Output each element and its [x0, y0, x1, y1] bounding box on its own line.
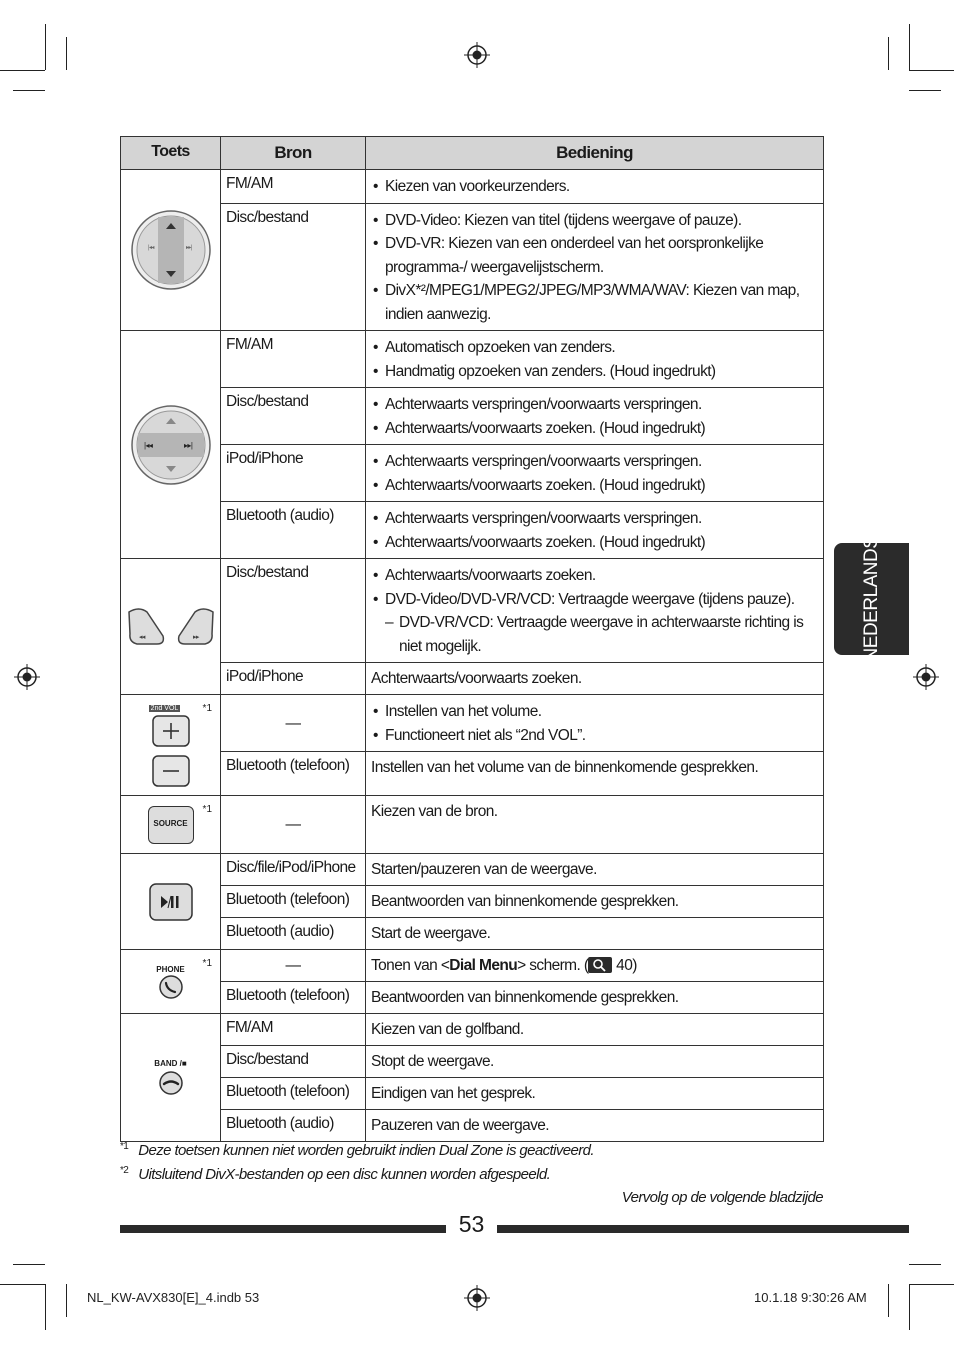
crop-mark: [909, 90, 941, 91]
operation-cell: Instellen van het volume van de binnenkomende gesprekken.: [366, 752, 824, 796]
operation-item: • Handmatig opzoeken van zenders. (Houd ingedrukt): [371, 360, 818, 384]
footnote-1: $^{*1}$ Deze toetsen kunnen niet worden gebruikt indien Dual Zone is geactiveerd.: [120, 1141, 594, 1159]
header-bron: Bron: [221, 137, 366, 170]
operation-item: • Achterwaarts verspringen/voorwaarts verspringen.: [371, 507, 818, 531]
table-row: [121, 1110, 824, 1142]
table-row: [121, 203, 824, 331]
table-row: [121, 796, 824, 854]
page-bar: [120, 1225, 446, 1233]
operation-subitem: – DVD-VR/VCD: Vertraagde weergave in achterwaarste richting is niet mogelijk.: [371, 611, 818, 658]
volume-down-button-icon: [151, 754, 191, 788]
source-cell: Bluetooth (telefoon): [221, 982, 366, 1014]
table-row: [121, 854, 824, 886]
table-row: [121, 170, 824, 204]
operation-cell: [366, 445, 824, 502]
table-row: [121, 663, 824, 695]
band-label: BAND /■: [154, 1059, 187, 1068]
volume-up-button-icon: [151, 714, 191, 748]
svg-text:▸▸|: ▸▸|: [183, 440, 192, 450]
play-pause-button-icon: [148, 882, 194, 922]
phone-end-button-icon: [158, 1070, 184, 1096]
crop-mark: [909, 1284, 910, 1330]
table-row: [121, 388, 824, 445]
source-cell: iPod/iPhone: [221, 663, 366, 695]
crop-mark: [0, 70, 45, 71]
table-row: [121, 445, 824, 502]
button-cell: [121, 1014, 221, 1142]
operation-cell: Starten/pauzeren van de weergave.: [366, 854, 824, 886]
operation-item: • Achterwaarts/voorwaarts zoeken. (Houd ingedrukt): [371, 417, 818, 441]
operation-item: • Instellen van het volume.: [371, 700, 818, 724]
operation-cell: Achterwaarts/voorwaarts zoeken.: [366, 663, 824, 695]
registration-mark-icon: [464, 1285, 490, 1311]
slug-timestamp: 10.1.18 9:30:26 AM: [754, 1290, 867, 1305]
asterisk-note: *1: [202, 703, 212, 714]
operation-cell: Start de weergave.: [366, 918, 824, 950]
operation-item: • Achterwaarts/voorwaarts zoeken. (Houd ingedrukt): [371, 531, 818, 555]
crop-mark: [888, 37, 889, 70]
table-row: [121, 502, 824, 559]
vol-label: 2nd VOL: [150, 704, 179, 712]
operation-cell: [366, 695, 824, 752]
button-cell: [121, 331, 221, 559]
source-cell: Disc/bestand: [221, 1046, 366, 1078]
table-row: [121, 1078, 824, 1110]
operation-cell: Pauzeren van de weergave.: [366, 1110, 824, 1142]
registration-mark-icon: [14, 664, 40, 690]
operation-cell: Kiezen van de bron.: [366, 796, 824, 854]
page-number: 53: [458, 1211, 485, 1237]
svg-text:▸▸|: ▸▸|: [185, 245, 192, 251]
table-row: [121, 331, 824, 388]
operation-cell: Beantwoorden van binnenkomende gesprekken.: [366, 982, 824, 1014]
operation-item: • Achterwaarts verspringen/voorwaarts verspringen.: [371, 450, 818, 474]
page-reference-icon: [588, 957, 612, 973]
table-row: [121, 918, 824, 950]
operation-cell: Eindigen van het gesprek.: [366, 1078, 824, 1110]
svg-text:◂◂: ◂◂: [138, 633, 145, 641]
crop-mark: [909, 1264, 941, 1265]
rewind-forward-buttons-icon: [125, 606, 217, 648]
operation-cell: [366, 170, 824, 204]
control-dial-up-down-icon: [130, 209, 212, 291]
source-cell-dash: —: [221, 950, 366, 982]
table-row: [121, 1014, 824, 1046]
continue-note: Vervolg op de volgende bladzijde: [621, 1189, 823, 1206]
crop-mark: [0, 1284, 45, 1285]
table-row: [121, 559, 824, 663]
svg-text:|◂◂: |◂◂: [147, 245, 154, 251]
table-row: [121, 695, 824, 752]
operation-cell: Stopt de weergave.: [366, 1046, 824, 1078]
operation-item: • Achterwaarts verspringen/voorwaarts verspringen.: [371, 393, 818, 417]
operation-cell: Beantwoorden van binnenkomende gesprekken.: [366, 886, 824, 918]
footnote-2: $^{*2}$ Uitsluitend DivX-bestanden op een disc kunnen worden afgespeeld.: [120, 1165, 551, 1183]
button-cell: [121, 170, 221, 331]
source-cell: iPod/iPhone: [221, 445, 366, 502]
crop-mark: [909, 70, 954, 71]
operation-cell: Kiezen van de golfband.: [366, 1014, 824, 1046]
source-cell: Disc/bestand: [221, 203, 366, 331]
phone-label: PHONE: [156, 965, 185, 974]
button-cell: [121, 559, 221, 695]
crop-mark: [45, 24, 46, 70]
controls-table: [120, 136, 824, 1142]
slug-filename: NL_KW-AVX830[E]_4.indb 53: [87, 1290, 260, 1305]
source-cell: FM/AM: [221, 1014, 366, 1046]
operation-cell: [366, 388, 824, 445]
operation-item: • Achterwaarts/voorwaarts zoeken.: [371, 564, 818, 588]
crop-mark: [13, 90, 45, 91]
control-dial-left-right-icon: [130, 404, 212, 486]
table-row: [121, 1046, 824, 1078]
registration-mark-icon: [913, 664, 939, 690]
asterisk-note: *1: [202, 958, 212, 969]
crop-mark: [45, 1284, 46, 1330]
operation-cell: [366, 331, 824, 388]
source-cell-dash: —: [221, 695, 366, 752]
crop-mark: [888, 1284, 889, 1317]
crop-mark: [66, 1284, 67, 1317]
source-cell: Bluetooth (audio): [221, 502, 366, 559]
operation-item: • Achterwaarts/voorwaarts zoeken. (Houd ingedrukt): [371, 474, 818, 498]
source-cell: Disc/bestand: [221, 559, 366, 663]
asterisk-note: *1: [202, 804, 212, 815]
source-cell: Disc/file/iPod/iPhone: [221, 854, 366, 886]
operation-item: • Automatisch opzoeken van zenders.: [371, 336, 818, 360]
operation-cell: [366, 502, 824, 559]
table-header-row: [121, 137, 824, 170]
source-cell: Bluetooth (audio): [221, 918, 366, 950]
button-cell: [121, 854, 221, 950]
operation-cell: [366, 559, 824, 663]
source-cell: Bluetooth (telefoon): [221, 752, 366, 796]
source-button-icon: SOURCE: [148, 806, 194, 844]
svg-text:▸▸: ▸▸: [192, 633, 199, 641]
table-row: [121, 752, 824, 796]
operation-item: • DVD-VR: Kiezen van een onderdeel van het oorspronkelijke programma-/ weergavelijstscherm.: [371, 232, 818, 279]
table-row: [121, 950, 824, 982]
button-cell: [121, 695, 221, 796]
table-row: [121, 886, 824, 918]
svg-text:|◂◂: |◂◂: [143, 440, 152, 450]
crop-mark: [66, 37, 67, 70]
language-tab: [834, 536, 909, 662]
source-cell: Bluetooth (telefoon): [221, 1078, 366, 1110]
phone-answer-button-icon: [158, 974, 184, 1000]
source-cell-dash: —: [221, 796, 366, 854]
operation-item: • DivX*²/MPEG1/MPEG2/JPEG/MP3/WMA/WAV: Kiezen van map, indien aanwezig.: [371, 279, 818, 326]
button-cell: [121, 950, 221, 1014]
operation-item: • Functioneert niet als “2nd VOL”.: [371, 724, 818, 748]
header-toets: Toets: [121, 137, 221, 170]
operation-item: • DVD-Video: Kiezen van titel (tijdens weergave of pauze).: [371, 209, 818, 233]
source-cell: FM/AM: [221, 331, 366, 388]
button-cell: [121, 796, 221, 854]
source-cell: Disc/bestand: [221, 388, 366, 445]
page-bar: [497, 1225, 909, 1233]
crop-mark: [13, 1264, 45, 1265]
header-bediening: Bediening: [366, 137, 824, 170]
operation-cell: Tonen van <Dial Menu> scherm. ( 40): [366, 950, 824, 982]
source-cell: Bluetooth (audio): [221, 1110, 366, 1142]
source-cell: Bluetooth (telefoon): [221, 886, 366, 918]
crop-mark: [909, 1284, 954, 1285]
operation-item: • DVD-Video/DVD-VR/VCD: Vertraagde weergave (tijdens pauze).: [371, 588, 818, 612]
registration-mark-icon: [464, 42, 490, 68]
table-row: [121, 982, 824, 1014]
source-cell: FM/AM: [221, 170, 366, 204]
operation-item: • Kiezen van voorkeurzenders.: [371, 175, 818, 199]
language-tab-label: NEDERLANDS: [861, 536, 882, 662]
operation-cell: [366, 203, 824, 331]
crop-mark: [909, 24, 910, 70]
